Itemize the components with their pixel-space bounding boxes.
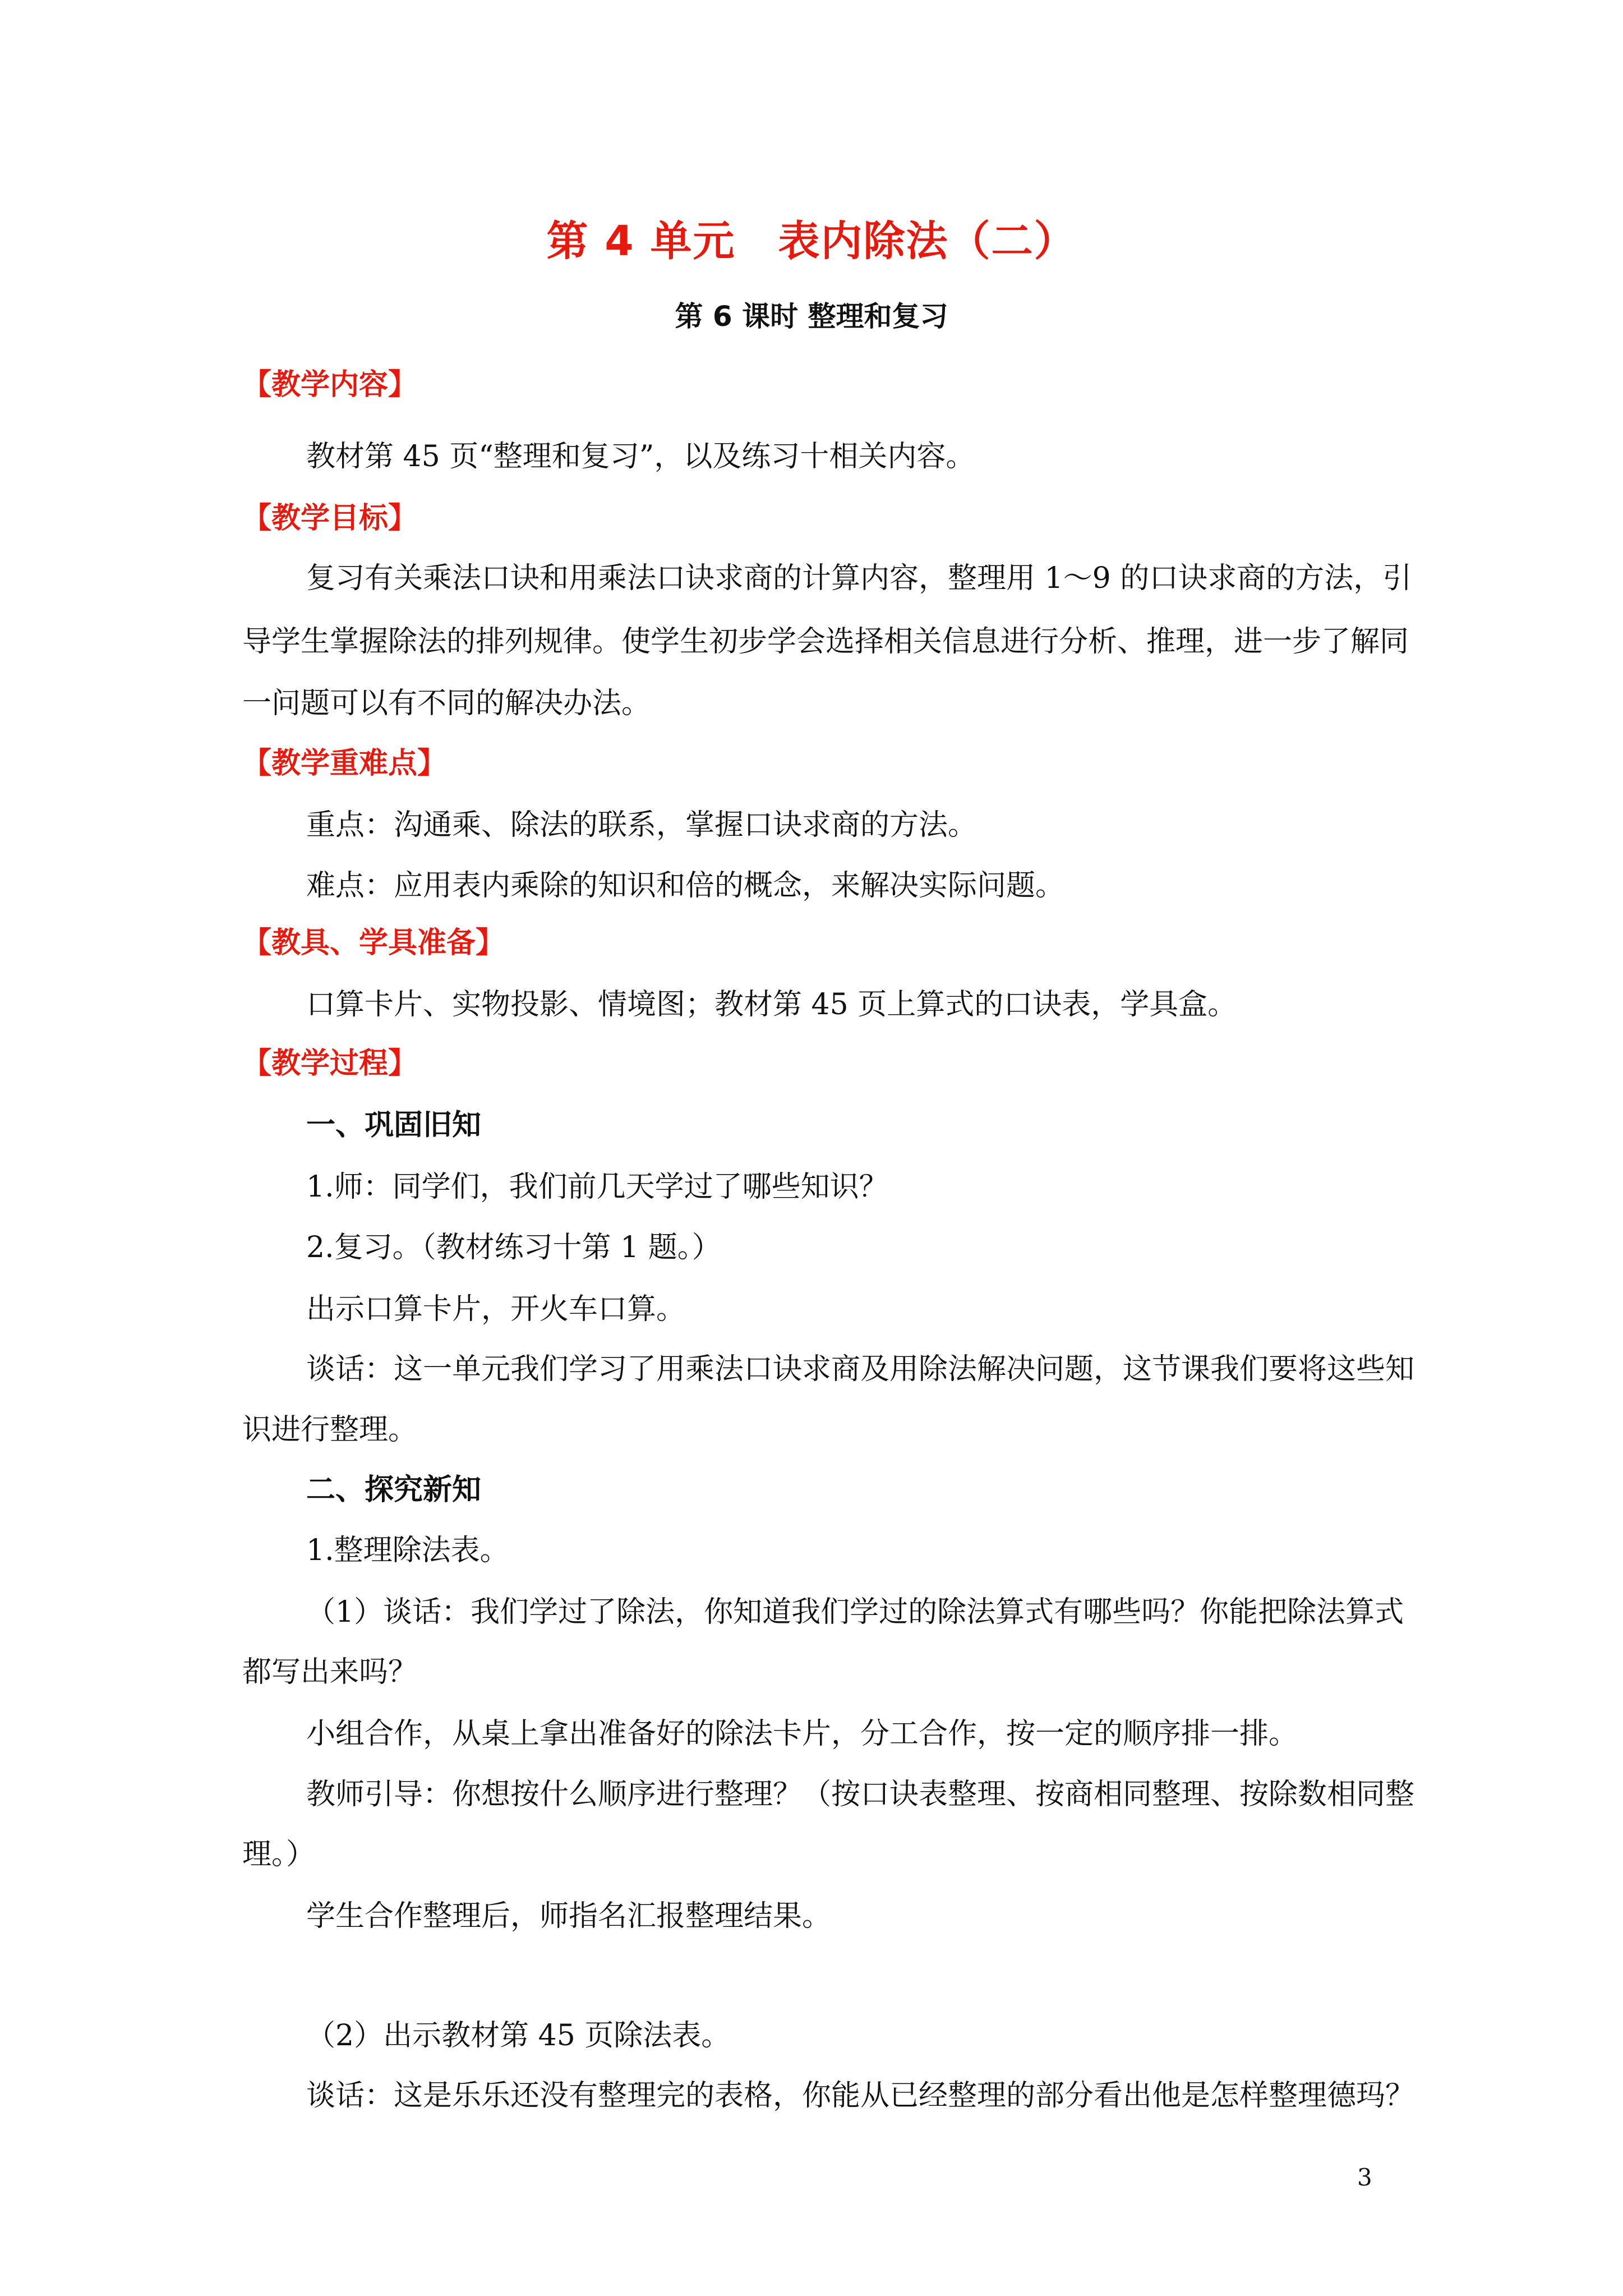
paragraph: 教材第 45 页“整理和复习”，以及练习十相关内容。 bbox=[306, 440, 975, 473]
paragraph-line: 识进行整理。 bbox=[242, 1413, 418, 1447]
paragraph-line: （2）出示教材第 45 页除法表。 bbox=[306, 2019, 731, 2053]
lesson-subtitle: 第 6 课时 整理和复习 bbox=[675, 300, 948, 333]
section-heading-content: 【教学内容】 bbox=[242, 368, 418, 402]
paragraph-line: 谈话：这一单元我们学习了用乘法口诀求商及用除法解决问题，这节课我们要将这些知 bbox=[306, 1352, 1415, 1386]
part-title: 二、探究新知 bbox=[306, 1473, 482, 1507]
paragraph-line: 口算卡片、实物投影、情境图；教材第 45 页上算式的口诀表，学具盒。 bbox=[306, 988, 1237, 1022]
paragraph-line: 复习有关乘法口诀和用乘法口诀求商的计算内容，整理用 1～9 的口诀求商的方法，引 bbox=[306, 562, 1412, 595]
paragraph-line: 都写出来吗？ bbox=[242, 1655, 418, 1689]
paragraph-line: 难点：应用表内乘除的知识和倍的概念，来解决实际问题。 bbox=[306, 869, 1065, 903]
page-title: 第 4 单元 表内除法（二） bbox=[546, 217, 1077, 265]
section-heading-preparation: 【教具、学具准备】 bbox=[242, 926, 505, 960]
paragraph-line: 2.复习。（教材练习十第 1 题。） bbox=[306, 1231, 721, 1264]
paragraph-line: 一问题可以有不同的解决办法。 bbox=[242, 687, 651, 720]
section-heading-goals: 【教学目标】 bbox=[242, 501, 418, 535]
paragraph-line: 导学生掌握除法的排列规律。使学生初步学会选择相关信息进行分析、推理，进一步了解同 bbox=[242, 625, 1409, 659]
paragraph-line: 学生合作整理后，师指名汇报整理结果。 bbox=[306, 1899, 832, 1933]
paragraph-line: 1.整理除法表。 bbox=[306, 1534, 509, 1567]
part-title: 一、巩固旧知 bbox=[306, 1108, 482, 1142]
section-heading-process: 【教学过程】 bbox=[242, 1047, 418, 1080]
paragraph-line: 谈话：这是乐乐还没有整理完的表格，你能从已经整理的部分看出他是怎样整理德玛？ bbox=[306, 2079, 1415, 2113]
paragraph-line: 重点：沟通乘、除法的联系，掌握口诀求商的方法。 bbox=[306, 808, 978, 842]
paragraph-line: 教师引导：你想按什么顺序进行整理？（按口诀表整理、按商相同整理、按除数相同整 bbox=[306, 1778, 1415, 1811]
page-number: 3 bbox=[1357, 2164, 1372, 2191]
paragraph-line: （1）谈话：我们学过了除法，你知道我们学过的除法算式有哪些吗？你能把除法算式 bbox=[306, 1595, 1404, 1629]
paragraph-line: 理。） bbox=[242, 1838, 316, 1871]
paragraph-line: 出示口算卡片，开火车口算。 bbox=[306, 1292, 686, 1326]
paragraph-line: 小组合作，从桌上拿出准备好的除法卡片，分工合作，按一定的顺序排一排。 bbox=[306, 1717, 1298, 1751]
paragraph-line: 1.师：同学们，我们前几天学过了哪些知识？ bbox=[306, 1170, 888, 1204]
section-heading-key-points: 【教学重难点】 bbox=[242, 747, 447, 780]
